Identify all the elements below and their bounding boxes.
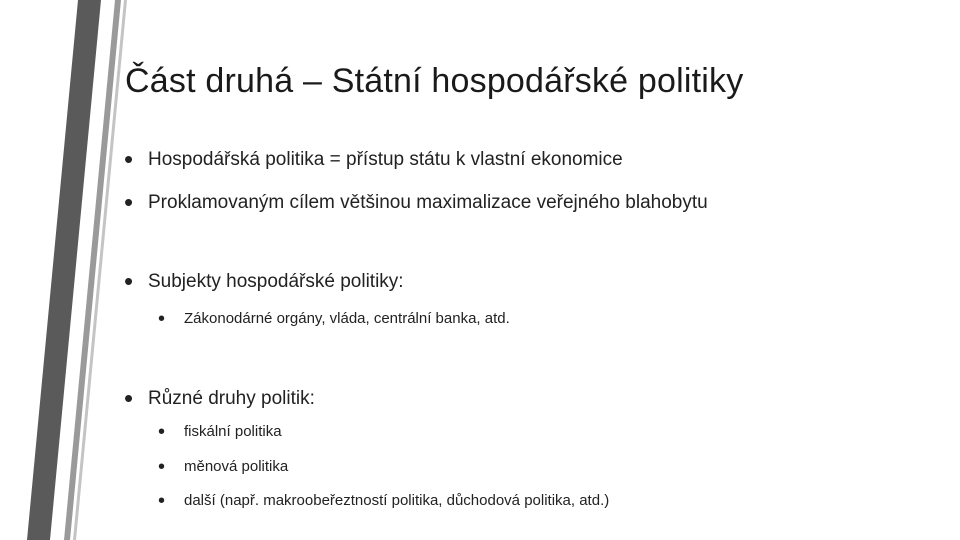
- bullet-subjects: [124, 265, 404, 296]
- bullet-dot: •: [124, 266, 134, 296]
- subbullet-fiscal: [158, 420, 282, 443]
- subbullet-other: [158, 489, 610, 512]
- bullet-dot: •: [158, 490, 166, 512]
- bullet-dot: •: [158, 421, 166, 443]
- bullet-policy-types: [124, 382, 315, 413]
- bullet-text: měnová politika: [184, 458, 289, 475]
- bullet-dot: •: [124, 144, 134, 174]
- bullet-text: Různé druhy politik:: [148, 388, 315, 409]
- bullet-dot: •: [124, 383, 134, 413]
- bullet-text: Subjekty hospodářské politiky:: [148, 271, 404, 292]
- bullet-text: další (např. makroobeřeztností politika, důchodová politika, atd.): [184, 492, 610, 509]
- slide-title: Část druhá – Státní hospodářské politiky: [125, 62, 744, 100]
- subbullet-institutions: [158, 307, 510, 330]
- bullet-text: Zákonodárné orgány, vláda, centrální banka, atd.: [184, 310, 510, 327]
- bullet-text: Hospodářská politika = přístup státu k vlastní ekonomice: [148, 149, 623, 170]
- subbullet-monetary: [158, 455, 289, 478]
- bullet-dot: •: [124, 187, 134, 217]
- bullet-text: Proklamovaným cílem většinou maximalizace veřejného blahobytu: [148, 192, 708, 213]
- bullet-dot: •: [158, 308, 166, 330]
- bullet-economic-policy: [124, 143, 623, 174]
- left-decorative-stripes: [0, 0, 130, 540]
- bullet-dot: •: [158, 456, 166, 478]
- bullet-text: fiskální politika: [184, 423, 282, 440]
- bullet-goal: [124, 186, 708, 217]
